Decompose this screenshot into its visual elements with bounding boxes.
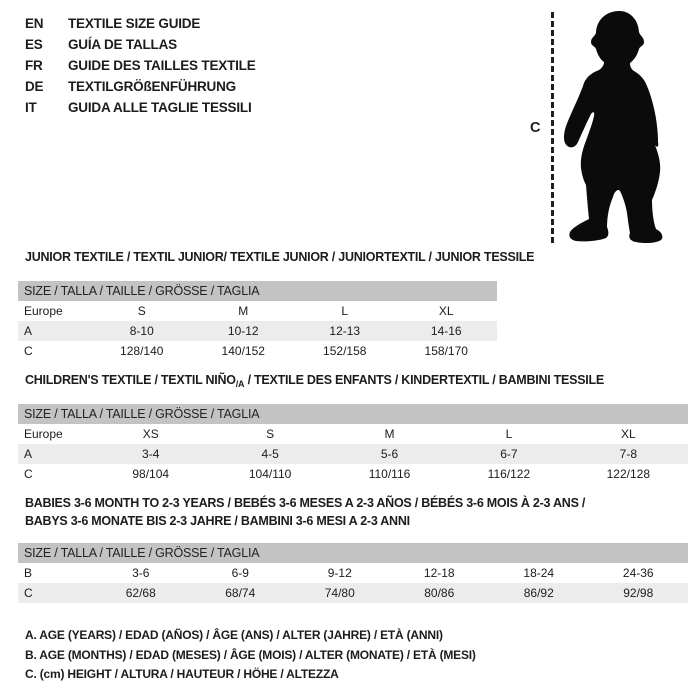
table-row-age-years (18, 444, 688, 464)
row-label: Europe (24, 304, 63, 318)
row-label: A (24, 447, 33, 461)
children-size-table (18, 404, 688, 484)
language-code: DE (25, 79, 44, 94)
size-cell: M (384, 427, 395, 441)
height-cell: 128/140 (120, 344, 164, 358)
language-title: TEXTILGRÖßENFÜHRUNG (68, 79, 236, 94)
language-title: GUIDE DES TAILLES TEXTILE (68, 58, 256, 73)
table-row-europe (18, 424, 688, 444)
height-cell: 98/104 (132, 467, 170, 481)
language-code: EN (25, 16, 44, 31)
height-cell: 80/86 (424, 586, 455, 600)
row-label: C (24, 344, 33, 358)
age-cell: 12-18 (423, 566, 455, 580)
language-title: GUÍA DE TALLAS (68, 37, 177, 52)
age-cell: 18-24 (523, 566, 555, 580)
children-title-post: / TEXTILE DES ENFANTS / KINDERTEXTIL / BAMBINI TESSILE (244, 373, 605, 387)
table-row-age-months (18, 563, 688, 583)
height-cell: 110/116 (368, 467, 411, 481)
height-cell: 140/152 (221, 344, 265, 358)
language-title-list (25, 13, 256, 118)
size-cell: XS (142, 427, 159, 441)
legend-note-c: C. (cm) HEIGHT / ALTURA / HAUTEUR / HÖHE / ALTEZZA (25, 667, 339, 681)
height-cell: 116/122 (487, 467, 531, 481)
language-row-de (25, 76, 256, 97)
size-cell: XL (620, 427, 636, 441)
age-cell: 12-13 (329, 324, 361, 338)
row-label: C (24, 467, 33, 481)
size-cell: M (238, 304, 249, 318)
height-cell: 158/170 (424, 344, 468, 358)
age-cell: 6-7 (500, 447, 518, 461)
language-row-it (25, 97, 256, 118)
table-row-height-cm (18, 464, 688, 484)
babies-section-title-line2: BABYS 3-6 MONATE BIS 2-3 JAHRE / BAMBINI 3-6 MESI A 2-3 ANNI (25, 514, 410, 528)
toddler-silhouette-icon (560, 8, 682, 246)
legend-note-b: B. AGE (MONTHS) / EDAD (MESES) / ÂGE (MOIS) / ALTER (MONATE) / ETÀ (MESI) (25, 647, 476, 662)
age-cell: 3-4 (142, 447, 160, 461)
size-cell: XL (438, 304, 454, 318)
language-row-fr (25, 55, 256, 76)
row-label: B (24, 566, 33, 580)
size-cell: L (505, 427, 513, 441)
children-title-subscript: /A (235, 379, 245, 389)
height-cell: 104/110 (248, 467, 292, 481)
height-measure-label: C (530, 120, 541, 136)
age-cell: 10-12 (227, 324, 259, 338)
children-title-pre: CHILDREN'S TEXTILE / TEXTIL NIÑO (25, 373, 236, 387)
age-cell: 24-36 (622, 566, 654, 580)
language-code: ES (25, 37, 43, 52)
language-row-es (25, 34, 256, 55)
age-cell: 14-16 (430, 324, 462, 338)
junior-section-title: JUNIOR TEXTILE / TEXTIL JUNIOR/ TEXTILE JUNIOR / JUNIORTEXTIL / JUNIOR TESSILE (25, 250, 535, 264)
height-cell: 122/128 (606, 467, 651, 481)
row-label: Europe (24, 427, 63, 441)
junior-size-table (18, 281, 497, 361)
height-measure-dashed-line (551, 12, 554, 243)
row-label: A (24, 324, 33, 338)
age-cell: 5-6 (380, 447, 399, 461)
legend-notes (25, 626, 476, 685)
table-row-height-cm (18, 583, 688, 603)
row-label: C (24, 586, 33, 600)
language-code: IT (25, 100, 37, 115)
age-cell: 3-6 (132, 566, 150, 580)
language-title: GUIDA ALLE TAGLIE TESSILI (68, 100, 252, 115)
children-section-title (25, 373, 604, 389)
age-cell: 9-12 (327, 566, 352, 580)
babies-size-table (18, 543, 688, 603)
age-cell: 6-9 (231, 566, 249, 580)
table-row-age-years (18, 321, 497, 341)
height-cell: 152/158 (323, 344, 367, 358)
babies-section-title-line1: BABIES 3-6 MONTH TO 2-3 YEARS / BEBÉS 3-6 MESES A 2-3 AÑOS / BÉBÉS 3-6 MOIS À 2-3 ANS / (25, 496, 586, 510)
height-cell: 92/98 (623, 586, 654, 600)
size-header-bar: SIZE / TALLA / TAILLE / GRÖSSE / TAGLIA (18, 543, 688, 563)
size-cell: S (137, 304, 146, 318)
age-cell: 8-10 (129, 324, 154, 338)
table-row-height-cm (18, 341, 497, 361)
height-cell: 68/74 (225, 586, 256, 600)
size-header-bar: SIZE / TALLA / TAILLE / GRÖSSE / TAGLIA (18, 404, 688, 424)
size-header-bar: SIZE / TALLA / TAILLE / GRÖSSE / TAGLIA (18, 281, 497, 301)
age-cell: 4-5 (261, 447, 279, 461)
language-row-en (25, 13, 256, 34)
height-cell: 86/92 (523, 586, 554, 600)
height-cell: 62/68 (125, 586, 156, 600)
table-row-europe (18, 301, 497, 321)
size-cell: S (266, 427, 275, 441)
size-cell: L (341, 304, 349, 318)
legend-note-a: A. AGE (YEARS) / EDAD (AÑOS) / ÂGE (ANS) / ALTER (JAHRE) / ETÀ (ANNI) (25, 628, 443, 642)
language-title: TEXTILE SIZE GUIDE (68, 16, 201, 31)
age-cell: 7-8 (619, 447, 637, 461)
language-code: FR (25, 58, 43, 73)
height-cell: 74/80 (324, 586, 355, 600)
